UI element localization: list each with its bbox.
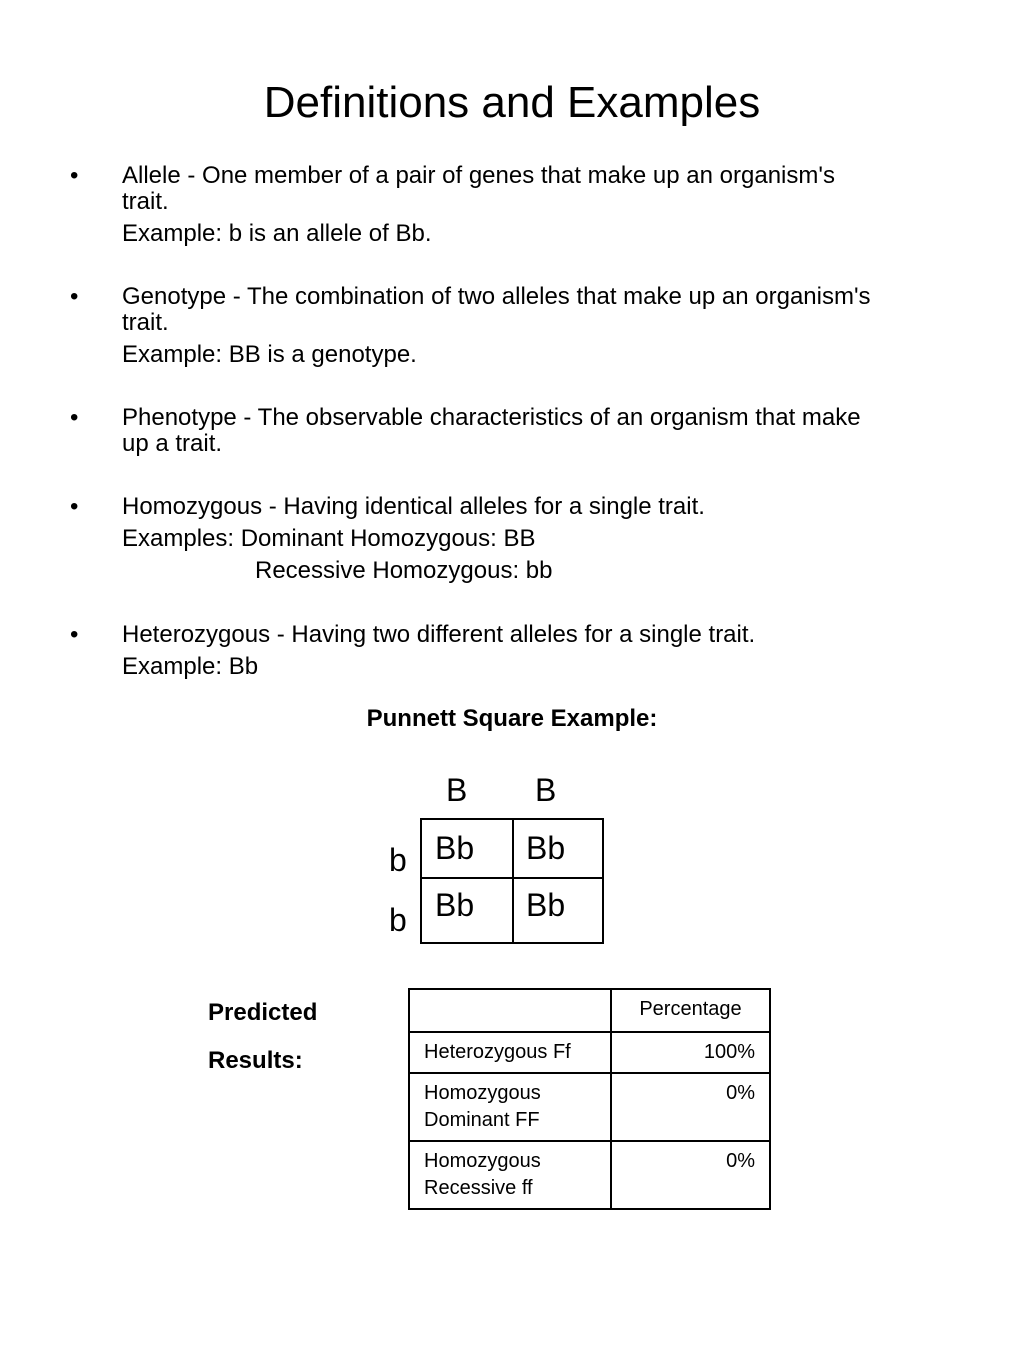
allele-definition: Allele - One member of a pair of genes that make up an organism's [122, 162, 835, 189]
phenotype-definition-cont: up a trait. [122, 430, 223, 457]
row-name-line: Homozygous [424, 1082, 541, 1104]
predicted-results-label: Predicted [208, 999, 318, 1026]
results-table [408, 988, 771, 1210]
row-name-line: Homozygous [424, 1150, 541, 1172]
table-cell-name [409, 1073, 611, 1141]
punnett-cell: Bb [435, 830, 475, 866]
punnett-divider [512, 820, 514, 942]
table-row [409, 1032, 770, 1073]
row-name-line: Heterozygous Ff [424, 1041, 571, 1063]
table-header-cell: Percentage [611, 989, 770, 1032]
table-row [409, 1073, 770, 1141]
homozygous-example-2: Recessive Homozygous: bb [255, 557, 553, 584]
table-row [409, 1141, 770, 1209]
punnett-cell: Bb [526, 887, 566, 923]
bullet-heterozygous: • [70, 621, 79, 648]
table-cell-value: 0% [611, 1073, 770, 1141]
punnett-heading: Punnett Square Example: [366, 705, 658, 732]
punnett-cell: Bb [435, 887, 475, 923]
table-header-cell [409, 989, 611, 1032]
table-header-row [409, 989, 770, 1032]
allele-example: Example: b is an allele of Bb. [122, 220, 432, 247]
genotype-definition-cont: trait. [122, 309, 169, 336]
bullet-genotype: • [70, 283, 79, 310]
table-cell-value: 100% [611, 1032, 770, 1073]
table-cell-value: 0% [611, 1141, 770, 1209]
table-cell-name [409, 1141, 611, 1209]
punnett-cell: Bb [526, 830, 566, 866]
predicted-results-label-cont: Results: [208, 1047, 303, 1074]
heterozygous-example: Example: Bb [122, 653, 259, 680]
genotype-example: Example: BB is a genotype. [122, 341, 417, 368]
homozygous-definition: Homozygous - Having identical alleles for a single trait. [122, 493, 705, 520]
bullet-phenotype: • [70, 404, 79, 431]
phenotype-definition: Phenotype - The observable characteristics of an organism that make [122, 404, 861, 431]
row-name-line: Recessive ff [424, 1177, 533, 1199]
row-name-line: Dominant FF [424, 1109, 540, 1131]
bullet-allele: • [70, 162, 79, 189]
punnett-top-label: B [535, 772, 557, 808]
punnett-top-label: B [446, 772, 468, 808]
punnett-divider [422, 877, 602, 879]
genotype-definition: Genotype - The combination of two alleles that make up an organism's [122, 283, 871, 310]
punnett-side-label: b [389, 902, 407, 938]
punnett-side-label: b [389, 842, 407, 878]
homozygous-example: Examples: Dominant Homozygous: BB [122, 525, 536, 552]
page-title: Definitions and Examples [263, 78, 761, 127]
bullet-homozygous: • [70, 493, 79, 520]
table-cell-name [409, 1032, 611, 1073]
allele-definition-cont: trait. [122, 188, 169, 215]
punnett-square [420, 818, 604, 944]
heterozygous-definition: Heterozygous - Having two different alleles for a single trait. [122, 621, 756, 648]
